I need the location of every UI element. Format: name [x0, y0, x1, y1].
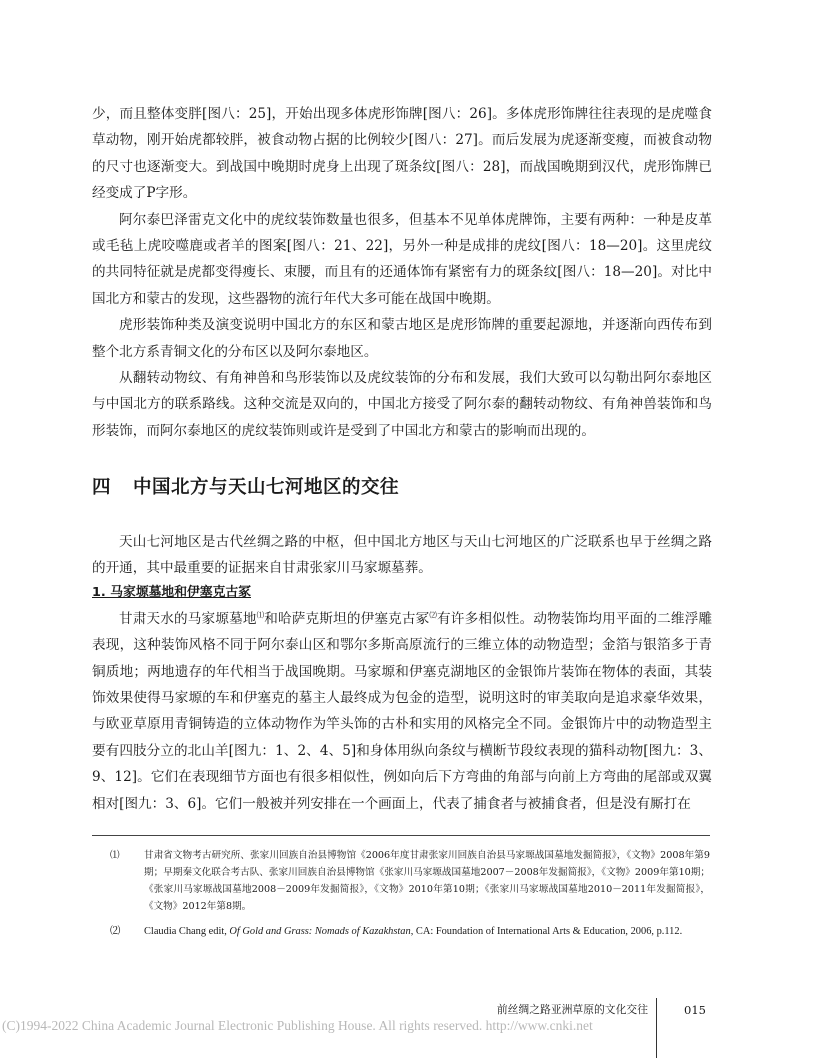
footnote-2	[92, 923, 710, 940]
paragraph-text-part2: 和哈萨克斯坦的伊塞克古冢	[264, 610, 430, 627]
section-title: 中国北方与天山七河地区的交往	[133, 477, 400, 498]
footnote-text-2-post: , CA: Foundation of International Arts & Education, 2006, p.112.	[410, 926, 683, 937]
footnote-divider	[92, 835, 710, 836]
body-text-section	[92, 529, 712, 817]
section-number: 四	[92, 477, 112, 498]
paragraph-altai-pazyryk-tiger: 阿尔泰巴泽雷克文化中的虎纹装饰数量也很多，但基本不见单体虎牌饰，主要有两种：一种是皮革或毛毡上虎咬噬鹿或者羊的图案[图八：21、22]，另外一种是成排的虎纹[图八：18—20]。这里虎纹的共同特征就是虎都变得瘦长、束腰，而且有的还通体饰有紧密有力的斑条纹[图八：18—20]。对比中国北方和蒙古的发现，这些器物的流行年代大多可能在战国中晚期。	[92, 211, 712, 307]
page-number: 015	[684, 1003, 706, 1017]
running-title: 前丝绸之路亚洲草原的文化交往	[496, 1003, 648, 1016]
footer-vertical-rule	[656, 998, 657, 1058]
paragraph-text-part3: 有许多相似性。动物装饰均用平面的二维浮雕表现，这种装饰风格不同于阿尔泰山区和鄂尔多斯高原流行的三维立体的动物造型；金箔与银箔多于青铜质地；两地遗存的年代相当于战国晚期。马家塬和伊塞克湖地区的金银饰片装饰在物体的表面，其装饰效果使得马家塬的车和伊塞克的墓主人最终成为包金的造型，说明这时的审美取向是追求豪华效果，与欧亚草原用青铜铸造的立体动物作为竿头饰的古朴和实用的风格完全不同。金银饰片中的动物造型主要有四肢分立的北山羊[图九：1、2、4、5]和身体用纵向条纹与横断节段纹表现的猫科动物[图九：3、9、12]。它们在表现细节方面也有很多相似性，例如向后下方弯曲的角部与向前上方弯曲的尾部或双翼相对[图九：3、6]。它们一般被并列安排在一个画面上，代表了捕食者与被捕食者，但是没有厮打在	[92, 610, 713, 812]
paragraph-majiayuan-issyk	[92, 606, 712, 817]
paragraph-tiger-origin: 虎形装饰种类及演变说明中国北方的东区和蒙古地区是虎形饰牌的重要起源地，并逐渐向西传布到整个北方系青铜文化的分布区以及阿尔泰地区。	[92, 317, 712, 360]
paragraph-section-intro: 天山七河地区是古代丝绸之路的中枢，但中国北方地区与天山七河地区的广泛联系也早于丝绸之路的开通，其中最重要的证据来自甘肃张家川马家塬墓葬。	[92, 534, 712, 577]
section-heading	[92, 474, 712, 502]
footnote-book-title: Of Gold and Grass: Nomads of Kazakhstan	[229, 926, 411, 937]
footnote-mark-2: ⑵	[110, 926, 121, 937]
footnote-mark-1: ⑴	[110, 850, 120, 861]
footnote-text-1: 甘肃省文物考古研究所、张家川回族自治县博物馆《2006年度甘肃张家川回族自治县马家塬战国墓地发掘简报》，《文物》2008年第9期；早期秦文化联合考古队、张家川回族自治县博物馆《张家川马家塬战国墓地2007－2008年发掘简报》，《文物》2009年第10期；《张家川马家塬战国墓地2008－2009年发掘简报》，《文物》2010年第10期；《张家川马家塬战国墓地2010－2011年发掘简报》，《文物》2012年第8期。	[144, 850, 710, 912]
paragraph-text-part1: 甘肃天水的马家塬墓地	[119, 610, 257, 627]
footnote-ref-2[interactable]: ⑵	[429, 610, 438, 620]
footnote-1	[92, 847, 710, 915]
subsection-heading: 1. 马家塬墓地和伊塞克古冢	[92, 584, 251, 600]
paragraph-exchange-route: 从翻转动物纹、有角神兽和鸟形装饰以及虎纹装饰的分布和发展，我们大致可以勾勒出阿尔泰地区与中国北方的联系路线。这种交流是双向的，中国北方接受了阿尔泰的翻转动物纹、有角神兽装饰和鸟形装饰，而阿尔泰地区的虎纹装饰则或许是受到了中国北方和蒙古的影响而出现的。	[92, 370, 712, 439]
footnotes	[92, 847, 710, 948]
body-text-top	[92, 101, 712, 444]
paragraph-tiger-plaques-continued: 少，而且整体变胖[图八：25]，开始出现多体虎形饰牌[图八：26]。多体虎形饰牌往往表现的是虎噬食草动物，刚开始虎都较胖，被食动物占据的比例较少[图八：27]。而后发展为虎逐渐变瘦，而被食动物的尺寸也逐渐变大。到战国中晚期时虎身上出现了斑条纹[图八：28]，而战国晚期到汉代，虎形饰牌已经变成了P字形。	[92, 106, 712, 202]
footnote-text-2-pre: Claudia Chang edit,	[144, 926, 230, 937]
footnote-ref-1[interactable]: ⑴	[256, 610, 265, 620]
copyright-watermark: (C)1994-2022 China Academic Journal Electronic Publishing House. All rights reserved. http://www.cnki.net	[2, 1018, 593, 1033]
